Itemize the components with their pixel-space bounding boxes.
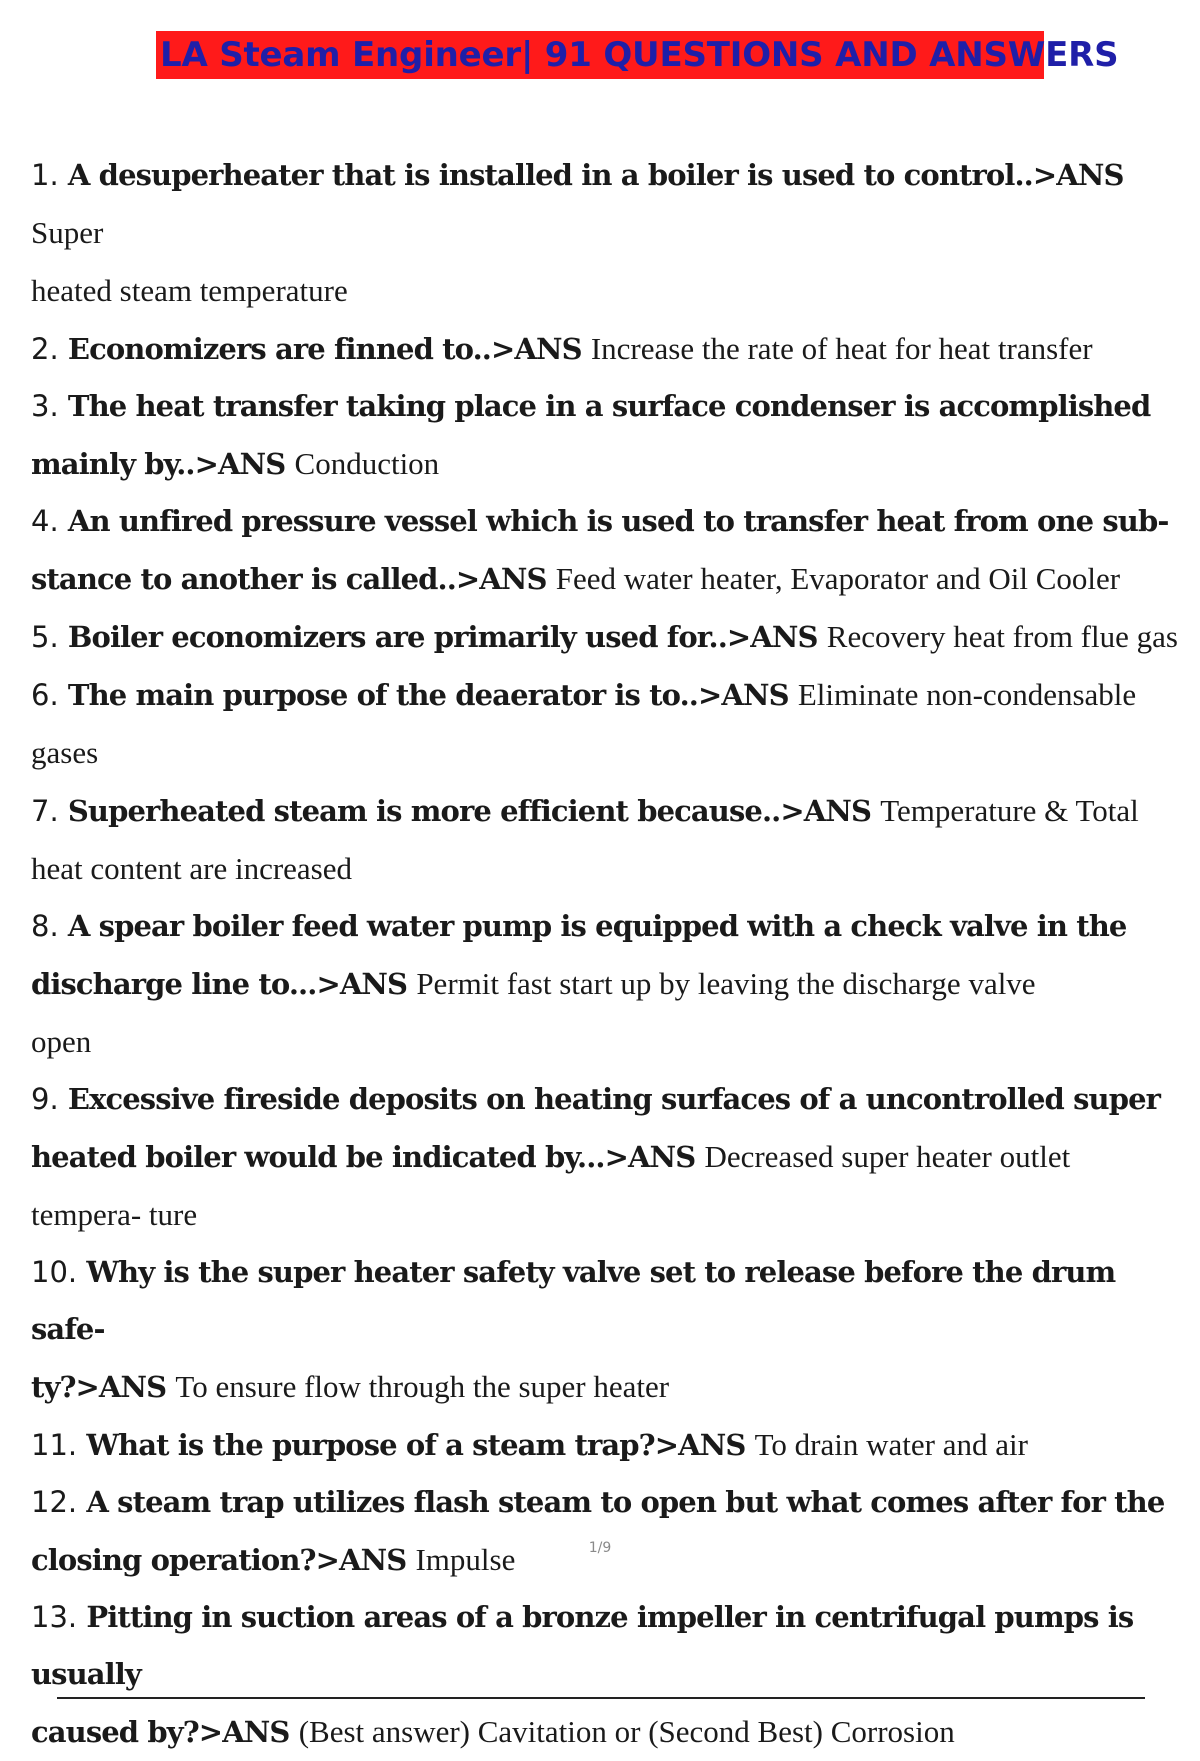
question-text: The main purpose of the deaerator is to..>ANS bbox=[67, 678, 789, 712]
question-text: A spear boiler feed water pump is equipped with a check valve in the bbox=[67, 909, 1127, 943]
qa-item bbox=[31, 147, 1191, 320]
question-text: A steam trap utilizes flash steam to open but what comes after for the bbox=[86, 1485, 1165, 1519]
answer-text: Impulse bbox=[415, 1542, 516, 1577]
question-number: 1. bbox=[31, 158, 59, 192]
qa-item bbox=[31, 666, 1191, 782]
qa-line bbox=[31, 378, 1191, 435]
page-divider bbox=[57, 1697, 1145, 1699]
qa-line bbox=[31, 840, 1191, 898]
qa-line bbox=[31, 1244, 1191, 1358]
answer-text: Permit fast start up by leaving the discharge valve bbox=[416, 966, 1036, 1001]
qa-item bbox=[31, 898, 1191, 1071]
qa-line bbox=[31, 1128, 1191, 1186]
qa-item bbox=[31, 1589, 1191, 1761]
qa-line bbox=[31, 1013, 1191, 1071]
question-number: 5. bbox=[31, 620, 59, 654]
qa-line bbox=[31, 493, 1191, 550]
question-text: The heat transfer taking place in a surface condenser is accomplished bbox=[67, 389, 1151, 423]
answer-text: open bbox=[31, 1024, 92, 1059]
qa-item bbox=[31, 493, 1191, 608]
question-number: 13. bbox=[31, 1600, 78, 1634]
qa-line bbox=[31, 955, 1191, 1013]
question-text: Economizers are finned to..>ANS bbox=[67, 332, 582, 366]
qa-item bbox=[31, 1474, 1191, 1589]
document-title: LA Steam Engineer| 91 QUESTIONS AND ANSWERS bbox=[156, 31, 1044, 79]
question-text: stance to another is called..>ANS bbox=[31, 562, 547, 596]
question-number: 3. bbox=[31, 389, 59, 423]
answer-text: Increase the rate of heat for heat transfer bbox=[590, 331, 1093, 366]
qa-item bbox=[31, 378, 1191, 493]
qa-line bbox=[31, 550, 1191, 608]
question-text: heated boiler would be indicated by...>ANS bbox=[31, 1140, 696, 1174]
question-text: Superheated steam is more efficient because..>ANS bbox=[67, 794, 872, 828]
qa-line bbox=[31, 666, 1191, 782]
qa-item bbox=[31, 782, 1191, 898]
question-text: discharge line to...>ANS bbox=[31, 967, 408, 1001]
qa-line bbox=[31, 1703, 1191, 1761]
answer-text: tempera- ture bbox=[31, 1197, 198, 1232]
question-text: A desuperheater that is installed in a boiler is used to control..>ANS bbox=[67, 158, 1124, 192]
qa-line bbox=[31, 898, 1191, 955]
qa-item bbox=[31, 1416, 1191, 1474]
answer-text: To drain water and air bbox=[754, 1427, 1028, 1462]
question-number: 11. bbox=[31, 1428, 78, 1462]
question-number: 6. bbox=[31, 678, 59, 712]
answer-text: To ensure flow through the super heater bbox=[175, 1369, 670, 1404]
question-number: 12. bbox=[31, 1485, 78, 1519]
question-text: Pitting in suction areas of a bronze impeller in centrifugal pumps is usually bbox=[31, 1600, 1134, 1691]
question-number: 10. bbox=[31, 1255, 78, 1289]
answer-text: Decreased super heater outlet bbox=[704, 1139, 1071, 1174]
qa-line bbox=[31, 435, 1191, 493]
question-text: closing operation?>ANS bbox=[31, 1543, 407, 1577]
question-number: 7. bbox=[31, 794, 59, 828]
question-number: 2. bbox=[31, 332, 59, 366]
answer-text: Super bbox=[31, 215, 104, 250]
qa-item bbox=[31, 1071, 1191, 1244]
question-number: 9. bbox=[31, 1082, 59, 1116]
qa-item bbox=[31, 320, 1191, 378]
answer-text: Temperature & Total bbox=[880, 793, 1139, 828]
question-text: Boiler economizers are primarily used for..>ANS bbox=[67, 620, 818, 654]
answer-text: heat content are increased bbox=[31, 851, 353, 886]
question-text: mainly by..>ANS bbox=[31, 447, 286, 481]
qa-line bbox=[31, 1474, 1191, 1531]
question-text: Excessive fireside deposits on heating surfaces of a uncontrolled super bbox=[67, 1082, 1161, 1116]
question-answer-list bbox=[31, 147, 1191, 1761]
qa-line bbox=[31, 1186, 1191, 1244]
answer-text: Eliminate non-condensable gases bbox=[31, 677, 1137, 770]
question-text: An unfired pressure vessel which is used to transfer heat from one sub- bbox=[67, 504, 1169, 538]
qa-line bbox=[31, 782, 1191, 840]
question-number: 8. bbox=[31, 909, 59, 943]
title-bar bbox=[0, 31, 1200, 79]
question-text: ty?>ANS bbox=[31, 1370, 167, 1404]
qa-item bbox=[31, 608, 1191, 666]
qa-line bbox=[31, 147, 1191, 262]
qa-line bbox=[31, 1416, 1191, 1474]
question-text: What is the purpose of a steam trap?>ANS bbox=[86, 1428, 746, 1462]
question-text: Why is the super heater safety valve set to release before the drum safe- bbox=[31, 1255, 1116, 1346]
answer-text: heated steam temperature bbox=[31, 273, 348, 308]
qa-line bbox=[31, 1071, 1191, 1128]
answer-text: Conduction bbox=[294, 446, 440, 481]
question-number: 4. bbox=[31, 504, 59, 538]
qa-line bbox=[31, 608, 1191, 666]
answer-text: Recovery heat from flue gas bbox=[826, 619, 1178, 654]
qa-line bbox=[31, 320, 1191, 378]
answer-text: (Best answer) Cavitation or (Second Best) Corrosion bbox=[298, 1714, 955, 1749]
qa-line bbox=[31, 1358, 1191, 1416]
qa-line bbox=[31, 262, 1191, 320]
answer-text: Feed water heater, Evaporator and Oil Cooler bbox=[555, 561, 1121, 596]
page-number: 1/9 bbox=[588, 1540, 612, 1556]
qa-line bbox=[31, 1589, 1191, 1703]
qa-item bbox=[31, 1244, 1191, 1416]
question-text: caused by?>ANS bbox=[31, 1715, 290, 1749]
